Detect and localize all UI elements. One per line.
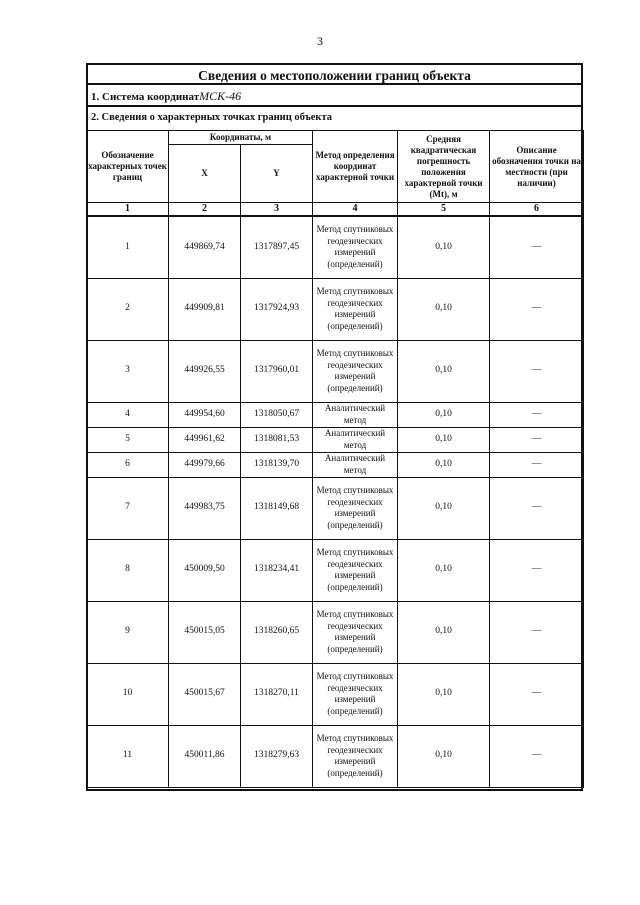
description-cell: — (490, 725, 584, 787)
method-cell: Метод спутниковых геодезических измерений (определений) (313, 725, 398, 787)
point-id: 9 (87, 601, 169, 663)
error-cell: 0,10 (398, 340, 490, 402)
coordinate-system-value: МСК-46 (199, 89, 242, 103)
column-number: 5 (398, 203, 490, 217)
method-cell: Аналитический метод (313, 402, 398, 427)
table-row (87, 725, 584, 787)
method-cell: Метод спутниковых геодезических измерений (определений) (313, 340, 398, 402)
table-row (87, 452, 584, 477)
description-cell: — (490, 216, 584, 278)
description-cell: — (490, 402, 584, 427)
coord-y: 1317924,93 (241, 278, 313, 340)
points-section-title: 2. Сведения о характерных точках границ объекта (91, 112, 332, 123)
coord-x: 449909,81 (169, 278, 241, 340)
table-row (87, 402, 584, 427)
point-id: 2 (87, 278, 169, 340)
coord-x: 450011,86 (169, 725, 241, 787)
coord-y: 1318050,67 (241, 402, 313, 427)
header-method: Метод определения координат характерной точки (313, 131, 398, 203)
point-id: 1 (87, 216, 169, 278)
column-number: 1 (87, 203, 169, 217)
point-id: 11 (87, 725, 169, 787)
coord-x: 449869,74 (169, 216, 241, 278)
coord-y: 1318149,68 (241, 477, 313, 539)
error-cell: 0,10 (398, 663, 490, 725)
description-cell: — (490, 663, 584, 725)
header-error: Средняя квадратическая погрешность положения характерной точки (Mt), м (398, 131, 490, 203)
method-cell: Аналитический метод (313, 452, 398, 477)
table-row (87, 539, 584, 601)
point-id: 7 (87, 477, 169, 539)
column-number: 2 (169, 203, 241, 217)
coord-y: 1317897,45 (241, 216, 313, 278)
coord-x: 449979,66 (169, 452, 241, 477)
error-cell: 0,10 (398, 452, 490, 477)
table-row (87, 663, 584, 725)
coord-x: 450015,67 (169, 663, 241, 725)
point-id: 5 (87, 427, 169, 452)
error-cell: 0,10 (398, 402, 490, 427)
description-cell: — (490, 477, 584, 539)
description-cell: — (490, 539, 584, 601)
point-id: 10 (87, 663, 169, 725)
column-number: 6 (490, 203, 584, 217)
column-number: 4 (313, 203, 398, 217)
error-cell: 0,10 (398, 427, 490, 452)
table-row (87, 216, 584, 278)
coord-y: 1318279,63 (241, 725, 313, 787)
coord-y: 1318234,41 (241, 539, 313, 601)
header-x: X (169, 145, 241, 203)
error-cell: 0,10 (398, 477, 490, 539)
coord-x: 449961,62 (169, 427, 241, 452)
table-row (87, 601, 584, 663)
method-cell: Метод спутниковых геодезических измерений (определений) (313, 539, 398, 601)
method-cell: Аналитический метод (313, 427, 398, 452)
coord-y: 1318139,70 (241, 452, 313, 477)
description-cell: — (490, 427, 584, 452)
coord-y: 1318081,53 (241, 427, 313, 452)
method-cell: Метод спутниковых геодезических измерений (определений) (313, 601, 398, 663)
coordinate-system-label: 1. Система координат (91, 91, 200, 103)
points-table (86, 130, 584, 788)
error-cell: 0,10 (398, 278, 490, 340)
point-id: 8 (87, 539, 169, 601)
header-coordinates: Координаты, м (169, 131, 313, 145)
coord-y: 1317960,01 (241, 340, 313, 402)
coord-y: 1318270,11 (241, 663, 313, 725)
method-cell: Метод спутниковых геодезических измерений (определений) (313, 278, 398, 340)
coord-x: 449954,60 (169, 402, 241, 427)
coord-x: 450009,50 (169, 539, 241, 601)
section-title: Сведения о местоположении границ объекта (86, 66, 583, 85)
coord-y: 1318260,65 (241, 601, 313, 663)
header-point-designation: Обозначение характерных точек границ (87, 131, 169, 203)
method-cell: Метод спутниковых геодезических измерений (определений) (313, 663, 398, 725)
description-cell: — (490, 278, 584, 340)
description-cell: — (490, 340, 584, 402)
coordinate-system-row (86, 86, 583, 107)
table-row (87, 477, 584, 539)
point-id: 3 (87, 340, 169, 402)
page-number: 3 (317, 34, 323, 48)
coord-x: 449926,55 (169, 340, 241, 402)
error-cell: 0,10 (398, 216, 490, 278)
error-cell: 0,10 (398, 539, 490, 601)
method-cell: Метод спутниковых геодезических измерений (определений) (313, 477, 398, 539)
error-cell: 0,10 (398, 601, 490, 663)
coord-x: 450015,05 (169, 601, 241, 663)
method-cell: Метод спутниковых геодезических измерений (определений) (313, 216, 398, 278)
description-cell: — (490, 452, 584, 477)
header-description: Описание обозначения точки на местности (при наличии) (490, 131, 584, 203)
column-number: 3 (241, 203, 313, 217)
header-y: Y (241, 145, 313, 203)
point-id: 4 (87, 402, 169, 427)
point-id: 6 (87, 452, 169, 477)
table-row (87, 278, 584, 340)
description-cell: — (490, 601, 584, 663)
table-row (87, 427, 584, 452)
coord-x: 449983,75 (169, 477, 241, 539)
error-cell: 0,10 (398, 725, 490, 787)
table-row (87, 340, 584, 402)
